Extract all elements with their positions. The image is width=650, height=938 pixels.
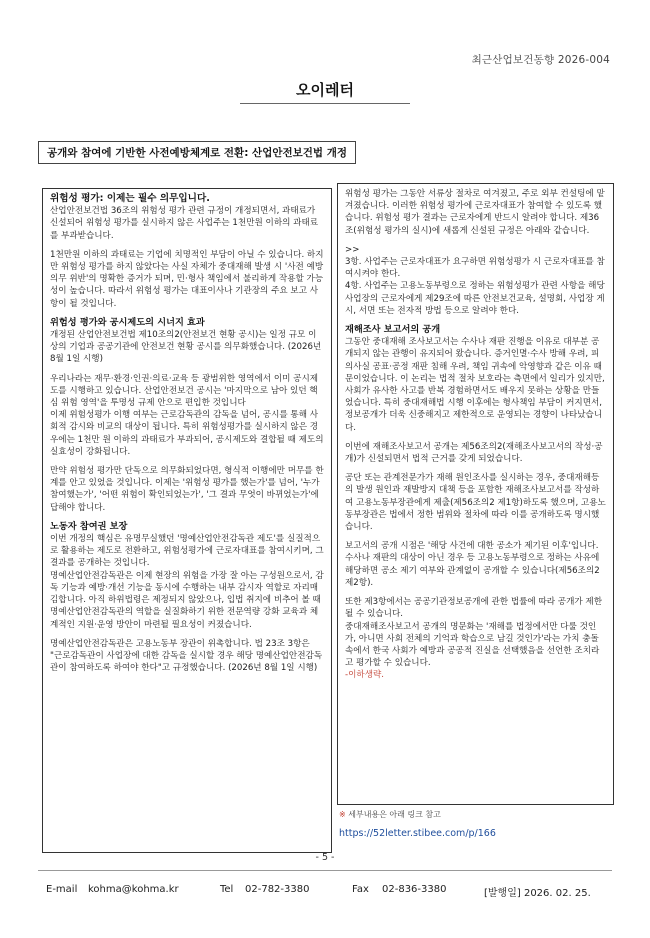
paragraph: 중대재해조사보고서 공개의 명문화는 '재해를 법정에서만 다룰 것인가, 아니면 사회 전체의 기억과 학습으로 남길 것인가'라는 가치 충돌 속에서 한국 사회가 예방과 공공적 진실을 선택했음을 선언한 조치라고 평가할 수 있습니다.: [345, 621, 600, 669]
left-column: [42, 188, 332, 853]
paragraph: 이번에 재해조사보고서 공개는 제56조의2(재해조사보고서의 작성·공개)가 신설되면서 법적 근거를 갖게 되었습니다.: [345, 441, 603, 465]
note-mark: ※: [339, 810, 346, 819]
law-clause: 4항. 사업주는 고용노동부령으로 정하는 위험성평가 관련 사항을 해당 사업장의 근로자에게 제29조에 따른 안전보건교육, 설명회, 사업장 게시, 서면 또는 전자적 방법 등으로 알려야 한다.: [345, 281, 605, 316]
footer-email: kohma@kohma.kr: [88, 884, 179, 895]
heading-risk-assessment: 위험성 평가: 이제는 필수 의무입니다.: [50, 193, 210, 204]
section-title: 오이레터: [296, 81, 354, 99]
section-title-underline: [240, 103, 410, 104]
paragraph: 그동안 중대재해 조사보고서는 수사나 재판 진행을 이유로 대부분 공개되지 않는 관행이 유지되어 왔습니다. 증거인멸·수사 방해 우려, 피의사실 공표·공정 재판 침해 우려, 책임 귀속에 악영향과 같은 이유 때문이었습니다. 이 논리는 법적 절차 보호라는 측면에서 일리가 있지만, 사회가 유사한 사고를 반복 경험하면서도 배우지 못하는 상황을 만들었습니다. 특히 중대재해법 시행 이후에는 형사책임 부담이 커지면서, 정보공개가 더욱 신중해지고 제한적으로 운영되는 경향이 나타났습니다.: [345, 337, 605, 433]
footer-divider: [38, 870, 612, 871]
heading-disclosure-synergy: 위험성 평가와 공시제도의 시너지 효과: [50, 316, 205, 328]
page-number: - 5 -: [315, 852, 335, 863]
paragraph: 보고서의 공개 시점은 '해당 사건에 대한 공소가 제기된 이후'입니다. 수사나 재판의 대상이 아닌 경우 등 고용노동부령으로 정하는 사유에 해당하면 공소 제기 여부와 관계없이 공개할 수 있습니다(제56조의2 제2항).: [345, 541, 600, 588]
law-clause: 3항. 사업주는 근로자대표가 요구하면 위험성평가 시 근로자대표를 참여시켜야 한다.: [345, 257, 605, 280]
header-meta: 최근산업보건동향 2026-004: [471, 54, 610, 66]
heading-report-disclosure: 재해조사 보고서의 공개: [345, 324, 441, 336]
footer-tel-label: Tel: [220, 884, 234, 895]
right-column: [337, 183, 614, 805]
footer-issue-date: [발행일] 2026. 02. 25.: [484, 888, 591, 899]
note-text: 세부내용은 아래 링크 참고: [348, 810, 441, 819]
paragraph: 이제 위험성평가 이행 여부는 근로감독관의 감독을 넘어, 공시를 통해 사회적 감시와 비교의 대상이 됩니다. 특히 위험성평가를 실시하지 않은 경우에는 1천만 원 이하의 과태료가 부과되어, 공시제도와 결합될 때 제도의 실효성이 강화됩니다.: [50, 410, 324, 457]
paragraph: 공단 또는 관계전문가가 재해 원인조사를 실시하는 경우, 중대재해등의 발생 원인과 재발방지 대책 등을 포함한 재해조사보고서를 작성하여 고용노동부장관에게 제출(제56조의2 제1항)하도록 했으며, 고용노동부장관은 법에서 정한 범위와 절차에 따라 이를 공개하도록 명시했습니다.: [345, 473, 606, 533]
paragraph: 이번 개정의 핵심은 유명무실했던 '명예산업안전감독관 제도'를 실질적으로 활용하는 제도로 전환하고, 위험성평가에 근로자대표를 참여시키며, 그 결과를 공개하는 것입니다.: [50, 534, 324, 569]
reference-note: [339, 809, 441, 820]
paragraph: 우리나라는 재무·환경·인권·의료·교육 등 광범위한 영역에서 이미 공시제도를 시행하고 있습니다. 산업안전보건 공시는 '마지막으로 남아 있던 핵심 위험 영역'을 투명성 규제 안으로 편입한 것입니다: [50, 373, 319, 409]
paragraph: 또한 제3항에서는 공공기관정보공개에 관한 법률에 따라 공개가 제한될 수 있습니다.: [345, 597, 603, 620]
paragraph: 개정된 산업안전보건법 제10조의2(안전보건 현황 공시)는 일정 규모 이상의 기업과 공공기관에 안전보건 현황 공시를 의무화했습니다. (2026년 8월 1일 시행): [50, 330, 322, 365]
article-link[interactable]: https://52letter.stibee.com/p/166: [339, 828, 496, 839]
footer-email-label: E-mail: [46, 884, 78, 895]
paragraph: 1천만원 이하의 과태료는 기업에 치명적인 부담이 아닐 수 있습니다. 하지만 위험성 평가를 하지 않았다는 사실 자체가 중대재해 발생 시 '사전 예방의무 위반'의 명확한 증거가 되며, 민·형사 책임에서 불리하게 작용할 가능성이 높습니다. 따라서 위험성 평가는 대표이사나 기관장의 주요 보고 사항이 될 것입니다.: [50, 249, 324, 309]
footer-tel: 02-782-3380: [245, 884, 310, 895]
heading-worker-participation: 노동자 참여권 보장: [50, 520, 128, 532]
paragraph: 만약 위험성 평가만 단독으로 의무화되었다면, 형식적 이행에만 머무를 한계를 안고 있었을 것입니다. 이제는 '위험성 평가를 했는가'를 넘어, '누가 참여했는가', '어떤 위험이 확인되었는가', '그 결과 무엇이 바뀌었는가'에 답해야 합니다.: [50, 466, 324, 513]
footer-fax-label: Fax: [352, 884, 369, 895]
paragraph: 산업안전보건법 36조의 위험성 평가 관련 규정이 개정되면서, 과태료가 신설되어 위험성 평가를 실시하지 않은 사업주는 1천만원 이하의 과태료를 부과받습니다.: [50, 206, 319, 241]
topic-title: 공개와 참여에 기반한 사전예방체계로 전환: 산업안전보건법 개정: [38, 141, 356, 164]
footer-fax: 02-836-3380: [382, 884, 447, 895]
quote-marker: >>: [345, 244, 360, 255]
paragraph: 명예산업안전감독관은 이제 현장의 위험을 가장 잘 아는 구성원으로서, 감독 기능과 예방·개선 기능을 동시에 수행하는 내부 감시자 역할로 자리매김합니다. 아직 하위법령은 제정되지 않았으나, 입법 취지에 비추어 볼 때 명예산업안전감독관의 역할을 실질화하기 위한 전문역량 강화 교육과 체계적인 지원·운영 방안이 마련될 필요성이 커졌습니다.: [50, 570, 324, 630]
paragraph: 명예산업안전감독관은 고용노동부 장관이 위촉합니다. 법 23조 3항은 "근로감독관이 사업장에 대한 감독을 실시할 경우 해당 명예산업안전감독관이 참여하도록 하여야 한다"고 규정했습니다. (2026년 8월 1일 시행): [50, 638, 323, 674]
paragraph: 위험성 평가는 그동안 서류상 절차로 여겨졌고, 주로 외부 컨설팅에 맡겨졌습니다. 이러한 위험성 평가에 근로자대표가 참여할 수 있도록 했습니다. 위험성 평가 결과는 근로자에게 반드시 알려야 합니다. 제36조(위험성 평가의 실시)에 새롭게 신설된 규정은 아래와 같습니다.: [345, 189, 605, 236]
omission-note: -이하생략.: [345, 670, 385, 681]
